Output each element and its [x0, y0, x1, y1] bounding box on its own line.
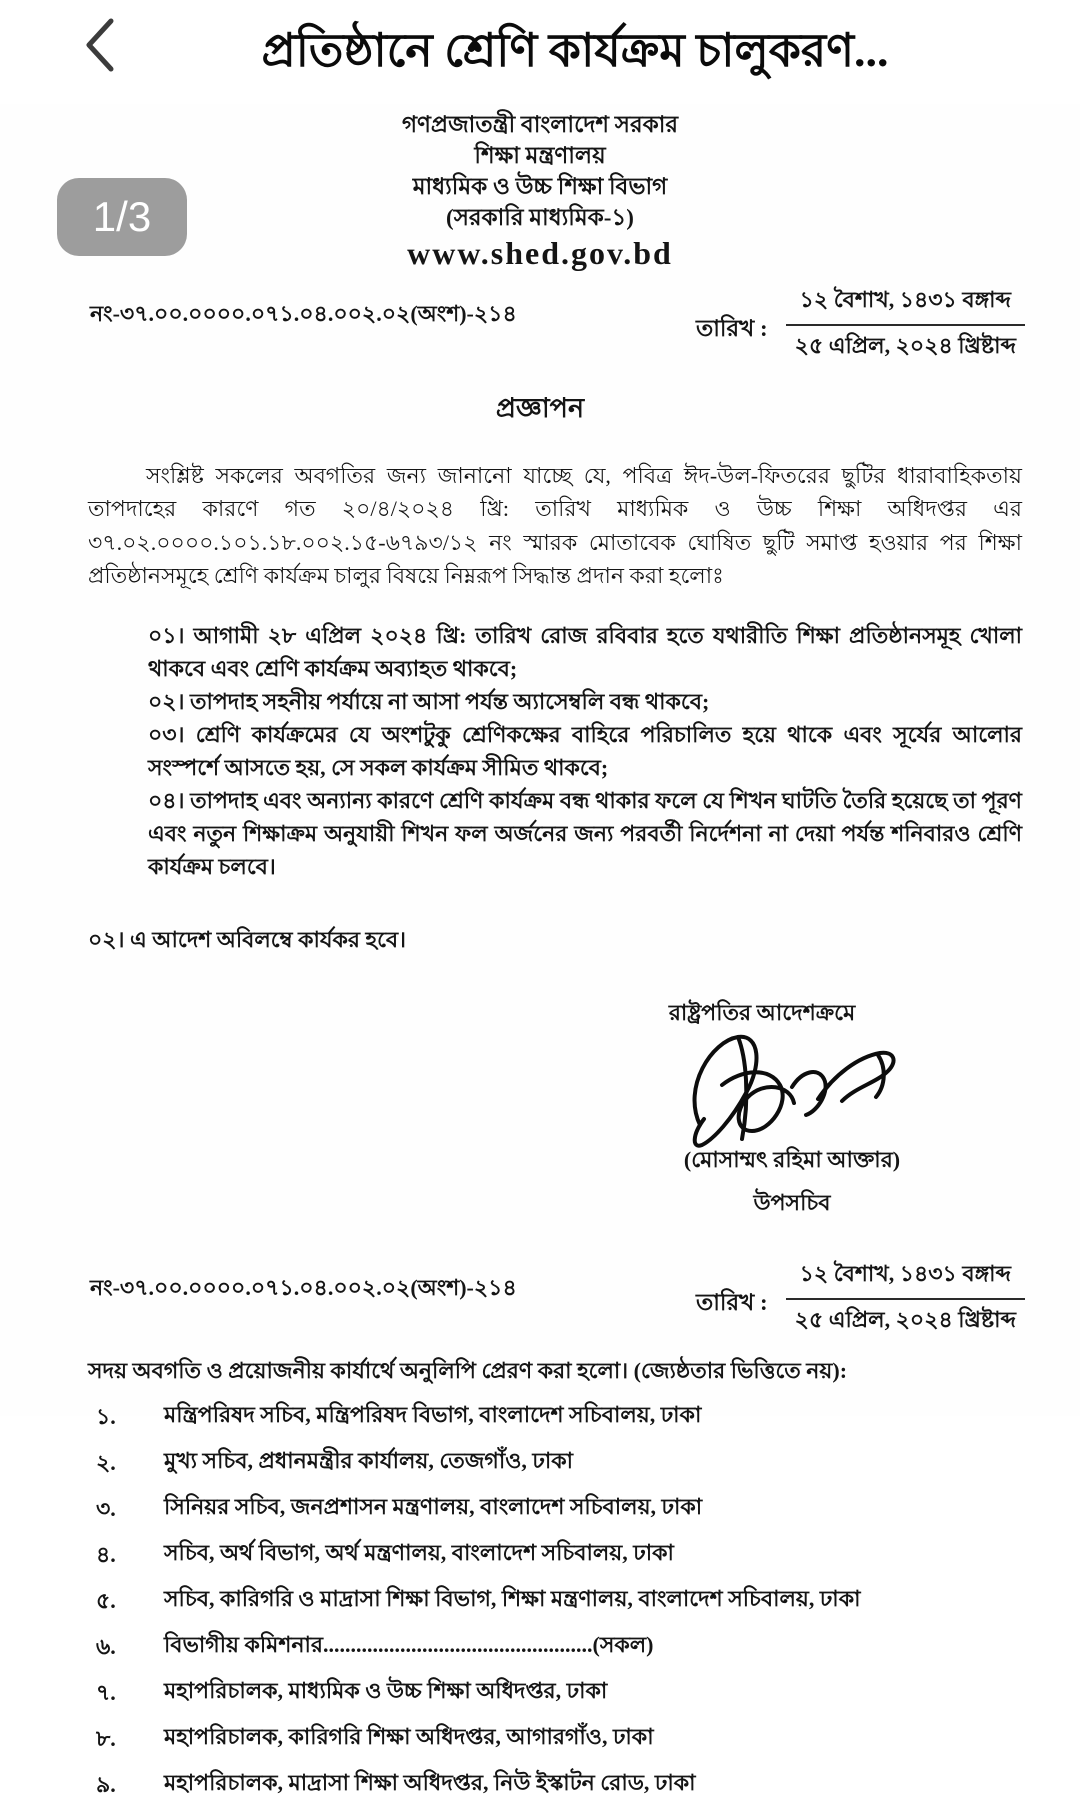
- cc-item-text: মহাপরিচালক, কারিগরি শিক্ষা অধিদপ্তর, আগারগাঁও, ঢাকা: [164, 1723, 654, 1749]
- cc-item: [96, 1676, 1022, 1713]
- decision-item: ০৪। তাপদাহ এবং অন্যান্য কারণে শ্রেণি কার্যক্রম বন্ধ থাকার ফলে যে শিখন ঘাটতি তৈরি হয়েছে তা পূরণ এবং নতুন শিক্ষাক্রম অনুযায়ী শিখন ফল অর্জনের জন্য পরবর্তী নির্দেশনা না দেয়া পর্যন্ত শনিবারও শ্রেণি কার্যক্রম চলবে।: [148, 787, 1022, 879]
- cc-item-number: ৫.: [96, 1587, 116, 1613]
- memo-number: নং-৩৭.০০.০০০০.০৭১.০৪.০০২.০২(অংশ)-২১৪: [90, 301, 517, 326]
- notification-heading: প্রজ্ঞাপন: [495, 393, 585, 423]
- cc-item: [96, 1584, 1022, 1621]
- signatory-designation: উপসচিব: [753, 1189, 831, 1215]
- letterhead: [0, 113, 1080, 269]
- top-bar: [0, 0, 1080, 104]
- effective-clause: ০২। এ আদেশ অবিলম্বে কার্যকর হবে।: [88, 926, 407, 952]
- cc-item-number: ৭.: [96, 1679, 116, 1705]
- cc-item-text: মহাপরিচালক, মাধ্যমিক ও উচ্চ শিক্ষা অধিদপ্তর, ঢাকা: [164, 1677, 608, 1703]
- cc-item: [96, 1630, 1022, 1667]
- letterhead-government: গণপ্রজাতন্ত্রী বাংলাদেশ সরকার: [401, 112, 679, 137]
- footer-memo-number: নং-৩৭.০০.০০০০.০৭১.০৪.০০২.০২(অংশ)-২১৪: [90, 1274, 517, 1300]
- cc-item: [96, 1400, 1022, 1437]
- signature-image: [642, 1027, 942, 1157]
- date-stack: [786, 283, 1025, 366]
- cc-item-text: সচিব, অর্থ বিভাগ, অর্থ মন্ত্রণালয়, বাংলাদেশ সচিবালয়, ঢাকা: [164, 1539, 674, 1565]
- cc-item-number: ৯.: [96, 1771, 116, 1797]
- cc-item-number: ৮.: [96, 1725, 116, 1751]
- cc-item-text: মহাপরিচালক, মাদ্রাসা শিক্ষা অধিদপ্তর, নিউ ইস্কাটন রোড, ঢাকা: [164, 1769, 696, 1795]
- cc-item-text: সিনিয়র সচিব, জনপ্রশাসন মন্ত্রণালয়, বাংলাদেশ সচিবালয়, ঢাকা: [164, 1493, 703, 1519]
- decision-item: ০২। তাপদাহ সহনীয় পর্যায়ে না আসা পর্যন্ত অ্যাসেম্বলি বন্ধ থাকবে;: [148, 688, 710, 714]
- letterhead-division: মাধ্যমিক ও উচ্চ শিক্ষা বিভাগ: [412, 174, 668, 199]
- cc-item-text: মন্ত্রিপরিষদ সচিব, মন্ত্রিপরিষদ বিভাগ, বাংলাদেশ সচিবালয়, ঢাকা: [164, 1401, 702, 1427]
- cc-item: [96, 1768, 1022, 1805]
- footer-date-block: [696, 1257, 1025, 1340]
- cc-item: [96, 1492, 1022, 1529]
- page-indicator-badge: 1/3: [57, 178, 187, 256]
- cc-item-text: মুখ্য সচিব, প্রধানমন্ত্রীর কার্যালয়, তেজগাঁও, ঢাকা: [164, 1447, 574, 1473]
- chevron-left-icon: [83, 17, 117, 76]
- scanned-document: [0, 104, 1080, 1805]
- signature-block: [592, 996, 992, 1223]
- signatory-name: (মোসাম্মৎ রহিমা আক্তার): [683, 1146, 901, 1172]
- footer-date-bangla: ১২ বৈশাখ, ১৪৩১ বঙ্গাব্দ: [786, 1257, 1025, 1300]
- cc-item-text: সচিব, কারিগরি ও মাদ্রাসা শিক্ষা বিভাগ, শিক্ষা মন্ত্রণালয়, বাংলাদেশ সচিবালয়, ঢাকা: [164, 1585, 861, 1611]
- cc-item: [96, 1446, 1022, 1483]
- letterhead-ministry: শিক্ষা মন্ত্রণালয়: [474, 143, 606, 168]
- cc-list: [0, 1400, 1080, 1805]
- letterhead-website: www.shed.gov.bd: [407, 235, 673, 271]
- by-order-text: রাষ্ট্রপতির আদেশক্রমে: [668, 999, 856, 1025]
- letterhead-section: (সরকারি মাধ্যমিক-১): [446, 205, 634, 230]
- cc-item: [96, 1722, 1022, 1759]
- cc-item: [96, 1538, 1022, 1575]
- cc-item-number: ৩.: [96, 1495, 116, 1521]
- date-label: তারিখ :: [695, 316, 768, 341]
- date-block: [696, 283, 1025, 366]
- footer-memo-date-row: [0, 1257, 1080, 1340]
- date-bangla: ১২ বৈশাখ, ১৪৩১ বঙ্গাব্দ: [786, 283, 1025, 326]
- decision-item: ০৩। শ্রেণি কার্যক্রমের যে অংশটুকু শ্রেণিকক্ষের বাহিরে পরিচালিত হয়ে থাকে এবং সূর্যের আলোর সংস্পর্শে আসতে হয়, সে সকল কার্যক্রম সীমিত থাকবে;: [148, 721, 1022, 780]
- cc-intro: সদয় অবগতি ও প্রয়োজনীয় কার্যার্থে অনুলিপি প্রেরণ করা হলো। (জ্যেষ্ঠতার ভিত্তিতে নয়):: [88, 1357, 848, 1383]
- date-gregorian: ২৫ এপ্রিল, ২০২৪ খ্রিষ্টাব্দ: [794, 333, 1016, 358]
- footer-date-gregorian: ২৫ এপ্রিল, ২০২৪ খ্রিষ্টাব্দ: [794, 1306, 1016, 1332]
- back-button[interactable]: [72, 14, 128, 78]
- cc-item-number: ৪.: [96, 1541, 116, 1567]
- footer-date-stack: [786, 1257, 1025, 1340]
- decision-list: [0, 619, 1080, 883]
- memo-date-row: [0, 283, 1080, 366]
- intro-paragraph: সংশ্লিষ্ট সকলের অবগতির জন্য জানানো যাচ্ছে যে, পবিত্র ঈদ-উল-ফিতরের ছুটির ধারাবাহিকতায় তাপদাহের কারণে গত ২০/৪/২০২৪ খ্রি: তারিখ মাধ্যমিক ও উচ্চ শিক্ষা অধিদপ্তর এর ৩৭.০২.০০০০.১০১.১৮.০০২.১৫-৬৭৯৩/১২ নং স্মারক মোতাবেক ঘোষিত ছুটি সমাপ্ত হওয়ার পর শিক্ষা প্রতিষ্ঠানসমূহে শ্রেণি কার্যক্রম চালুর বিষয়ে নিম্নরূপ সিদ্ধান্ত প্রদান করা হলোঃ: [88, 463, 1022, 589]
- cc-item-number: ১.: [96, 1403, 116, 1429]
- footer-date-label: তারিখ :: [695, 1289, 768, 1315]
- cc-item-text: বিভাগীয় কমিশনার.................................................(সকল): [164, 1631, 654, 1657]
- cc-item-number: ২.: [96, 1449, 116, 1475]
- page-title: প্রতিষ্ঠানে শ্রেণি কার্যক্রম চালুকরণ...: [261, 25, 889, 76]
- decision-item: ০১। আগামী ২৮ এপ্রিল ২০২৪ খ্রি: তারিখ রোজ রবিবার হতে যথারীতি শিক্ষা প্রতিষ্ঠানসমূহ খোলা থাকবে এবং শ্রেণি কার্যক্রম অব্যাহত থাকবে;: [148, 622, 1022, 681]
- cc-item-number: ৬.: [96, 1633, 116, 1659]
